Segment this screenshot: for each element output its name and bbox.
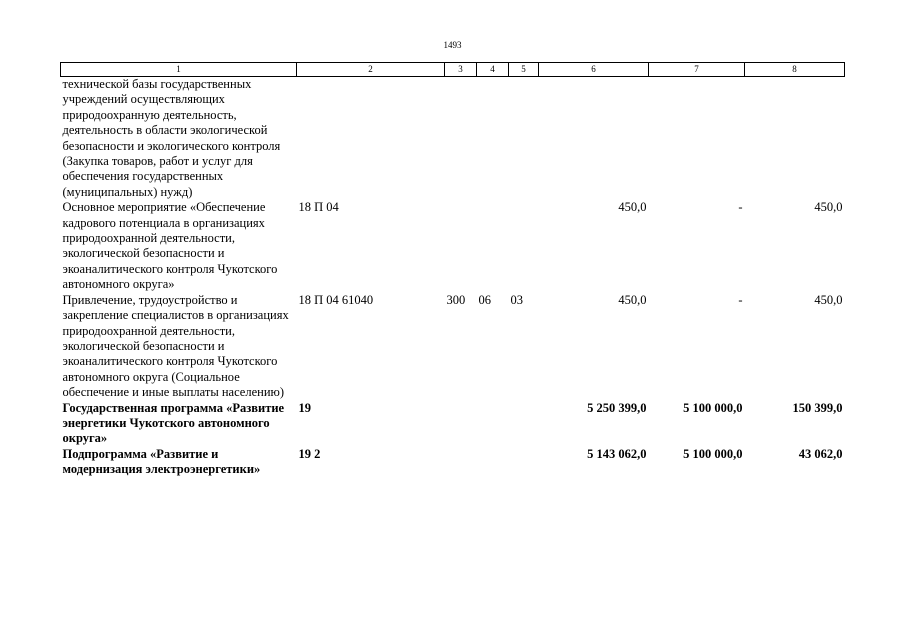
row-c5 bbox=[509, 200, 539, 292]
row-c4 bbox=[477, 200, 509, 292]
row-c7: 5 100 000,0 bbox=[683, 446, 743, 461]
row-code: 18 П 04 61040 bbox=[298, 292, 374, 307]
header-col-8: 8 bbox=[745, 63, 845, 77]
row-code: 19 2 bbox=[298, 446, 321, 461]
row-c7 bbox=[649, 77, 745, 201]
row-c5 bbox=[509, 447, 539, 478]
row-c8: 150 399,0 bbox=[792, 400, 843, 415]
table-header-row bbox=[61, 63, 845, 77]
header-col-5: 5 bbox=[509, 63, 539, 77]
row-name: технической базы государственных учреждений осуществляющих природоохранную деятельность, деятельность в области экологической безопасности и экологического контроля (Закупка товаров, работ и услуг для обеспечения государственных (муниципальных) нужд) bbox=[62, 77, 281, 199]
row-c5: 03 bbox=[510, 292, 523, 307]
row-c7: 5 100 000,0 bbox=[683, 400, 743, 415]
row-c5 bbox=[509, 77, 539, 201]
row-c8: 43 062,0 bbox=[798, 446, 843, 461]
row-name: Привлечение, трудоустройство и закрепление специалистов в организациях природоохранной деятельности, экологической безопасности и экоаналитического контроля Чукотского автономного округа (Социальное обеспечение и иные выплаты населению) bbox=[62, 292, 289, 400]
row-c6: 450,0 bbox=[618, 200, 647, 215]
budget-table bbox=[60, 62, 845, 478]
header-col-1: 1 bbox=[61, 63, 297, 77]
row-name: Основное мероприятие «Обеспечение кадрового потенциала в организациях природоохранной деятельности, экологической безопасности и экоаналитического контроля Чукотского автономного округа» bbox=[62, 200, 278, 292]
row-c8: 450,0 bbox=[814, 200, 843, 215]
row-c4 bbox=[477, 447, 509, 478]
header-col-6: 6 bbox=[539, 63, 649, 77]
row-c3: 300 bbox=[446, 292, 466, 307]
table-row bbox=[61, 200, 845, 292]
row-c4 bbox=[477, 401, 509, 447]
header-col-4: 4 bbox=[477, 63, 509, 77]
header-col-3: 3 bbox=[445, 63, 477, 77]
table-row bbox=[61, 293, 845, 401]
row-name: Государственная программа «Развитие энергетики Чукотского автономного округа» bbox=[62, 400, 285, 446]
row-c3 bbox=[445, 77, 477, 201]
table-row bbox=[61, 447, 845, 478]
header-col-7: 7 bbox=[649, 63, 745, 77]
row-c7: - bbox=[738, 200, 743, 215]
row-name: Подпрограмма «Развитие и модернизация электроэнергетики» bbox=[62, 446, 261, 477]
row-c3 bbox=[445, 200, 477, 292]
header-col-2: 2 bbox=[297, 63, 445, 77]
row-code: 18 П 04 bbox=[298, 200, 339, 215]
row-c4 bbox=[477, 77, 509, 201]
row-c3 bbox=[445, 447, 477, 478]
table-row bbox=[61, 401, 845, 447]
row-c8 bbox=[745, 77, 845, 201]
row-code: 19 bbox=[298, 400, 311, 415]
table-row bbox=[61, 77, 845, 201]
row-c8: 450,0 bbox=[814, 292, 843, 307]
row-c6 bbox=[539, 77, 649, 201]
row-c6: 5 250 399,0 bbox=[587, 400, 647, 415]
row-c6: 5 143 062,0 bbox=[587, 446, 647, 461]
row-c6: 450,0 bbox=[618, 292, 647, 307]
row-c3 bbox=[445, 401, 477, 447]
row-c7: - bbox=[738, 292, 743, 307]
page-number: 1493 bbox=[443, 40, 462, 50]
row-code bbox=[297, 77, 445, 201]
row-c4: 06 bbox=[478, 292, 491, 307]
row-c5 bbox=[509, 401, 539, 447]
